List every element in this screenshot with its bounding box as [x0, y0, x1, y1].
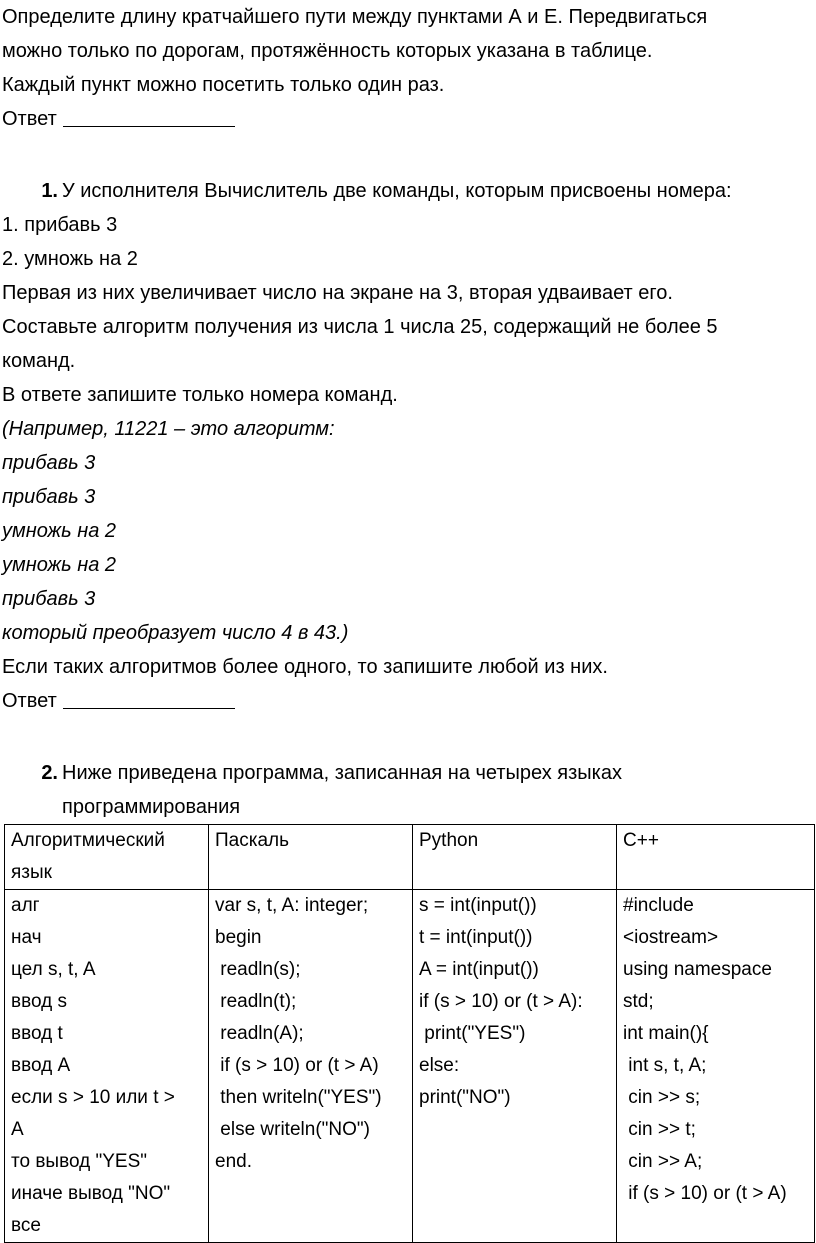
- code-line: cin >> A;: [623, 1151, 703, 1172]
- q1-tail: Если таких алгоритмов более одного, то запишите любой из них.: [2, 656, 608, 678]
- intro-block: [2, 0, 816, 136]
- code-line: <iostream>: [623, 927, 719, 948]
- code-line: readln(A);: [215, 1023, 304, 1044]
- q1-answer: [2, 684, 816, 718]
- code-line: cin >> s;: [623, 1087, 701, 1108]
- code-line: var s, t, A: integer;: [215, 895, 369, 916]
- code-cell-pascal: [209, 890, 413, 1243]
- answer-label: Ответ: [2, 690, 57, 712]
- code-line: readln(s);: [215, 959, 301, 980]
- code-line: readln(t);: [215, 991, 297, 1012]
- question-number: 2.: [41, 762, 58, 784]
- intro-line: Определите длину кратчайшего пути между пунктами А и Е. Передвигаться: [2, 6, 708, 28]
- q2-text-line: программирования: [62, 796, 241, 818]
- code-line: if (s > 10) or (t > A): [623, 1183, 787, 1204]
- table-header-row: [5, 825, 815, 890]
- q1-example-line: прибавь 3: [2, 452, 96, 474]
- q1-line: Первая из них увеличивает число на экране на 3, вторая удваивает его.: [2, 282, 673, 304]
- header-text: язык: [11, 862, 52, 883]
- code-line: s = int(input()): [419, 895, 537, 916]
- code-line: иначе вывод "NO": [11, 1183, 171, 1204]
- code-line: цел s, t, A: [11, 959, 96, 980]
- header-cell-algorithmic: [5, 825, 209, 890]
- code-line: then writeln("YES"): [215, 1087, 382, 1108]
- code-line: std;: [623, 991, 654, 1012]
- code-line: если s > 10 или t >: [11, 1087, 175, 1108]
- q2-text-line: Ниже приведена программа, записанная на четырех языках: [62, 762, 622, 784]
- code-line: A: [11, 1119, 24, 1140]
- code-line: else:: [419, 1055, 460, 1076]
- code-cell-python: [413, 890, 617, 1243]
- header-text: Алгоритмический: [11, 830, 165, 851]
- code-line: begin: [215, 927, 262, 948]
- question-1-head: [2, 174, 816, 208]
- intro-line: Каждый пункт можно посетить только один раз.: [2, 74, 445, 96]
- code-cell-cpp: [617, 890, 815, 1243]
- q1-example-line: который преобразует число 4 в 43.): [2, 622, 349, 644]
- code-line: #include: [623, 895, 694, 916]
- code-line: end.: [215, 1151, 252, 1172]
- q1-line: В ответе запишите только номера команд.: [2, 384, 398, 406]
- code-line: нач: [11, 927, 42, 948]
- intro-answer: [2, 102, 816, 136]
- header-cell-cpp: [617, 825, 815, 890]
- code-line: алг: [11, 895, 40, 916]
- code-line: все: [11, 1215, 41, 1236]
- code-line: ввод s: [11, 991, 67, 1012]
- code-line: if (s > 10) or (t > A): [215, 1055, 379, 1076]
- code-line: то вывод "YES": [11, 1151, 147, 1172]
- code-line: using namespace: [623, 959, 772, 980]
- intro-line: можно только по дорогам, протяжённость которых указана в таблице.: [2, 40, 653, 62]
- header-text: Паскаль: [215, 830, 290, 851]
- code-line: cin >> t;: [623, 1119, 696, 1140]
- q1-example-line: умножь на 2: [2, 520, 117, 542]
- code-line: A = int(input()): [419, 959, 539, 980]
- code-line: print("NO"): [419, 1087, 511, 1108]
- code-line: ввод t: [11, 1023, 63, 1044]
- code-line: int s, t, A;: [623, 1055, 707, 1076]
- q1-example-line: прибавь 3: [2, 588, 96, 610]
- header-text: Python: [419, 830, 479, 851]
- q1-line: 1. прибавь 3: [2, 214, 118, 236]
- q1-line: команд.: [2, 350, 76, 372]
- code-line: print("YES"): [419, 1023, 526, 1044]
- code-line: if (s > 10) or (t > A):: [419, 991, 583, 1012]
- code-line: else writeln("NO"): [215, 1119, 370, 1140]
- question-2: [2, 756, 816, 1243]
- code-table: [4, 824, 815, 1243]
- header-text: C++: [623, 830, 659, 851]
- code-cell-algorithmic: [5, 890, 209, 1243]
- code-line: ввод A: [11, 1055, 71, 1076]
- answer-blank: [63, 104, 235, 127]
- code-line: t = int(input()): [419, 927, 533, 948]
- q1-example-line: (Например, 11221 – это алгоритм:: [2, 418, 335, 440]
- q1-line: Составьте алгоритм получения из числа 1 числа 25, содержащий не более 5: [2, 316, 718, 338]
- q1-line: 2. умножь на 2: [2, 248, 138, 270]
- table-code-row: [5, 890, 815, 1243]
- question-2-head: [2, 756, 816, 824]
- answer-label: Ответ: [2, 108, 57, 130]
- question-number: 1.: [41, 180, 58, 202]
- q1-example-line: прибавь 3: [2, 486, 96, 508]
- q1-example-line: умножь на 2: [2, 554, 117, 576]
- question-1: [2, 174, 816, 718]
- header-cell-python: [413, 825, 617, 890]
- answer-blank: [63, 686, 235, 709]
- question-1-first-line: У исполнителя Вычислитель две команды, которым присвоены номера:: [62, 180, 732, 202]
- code-line: int main(){: [623, 1023, 709, 1044]
- header-cell-pascal: [209, 825, 413, 890]
